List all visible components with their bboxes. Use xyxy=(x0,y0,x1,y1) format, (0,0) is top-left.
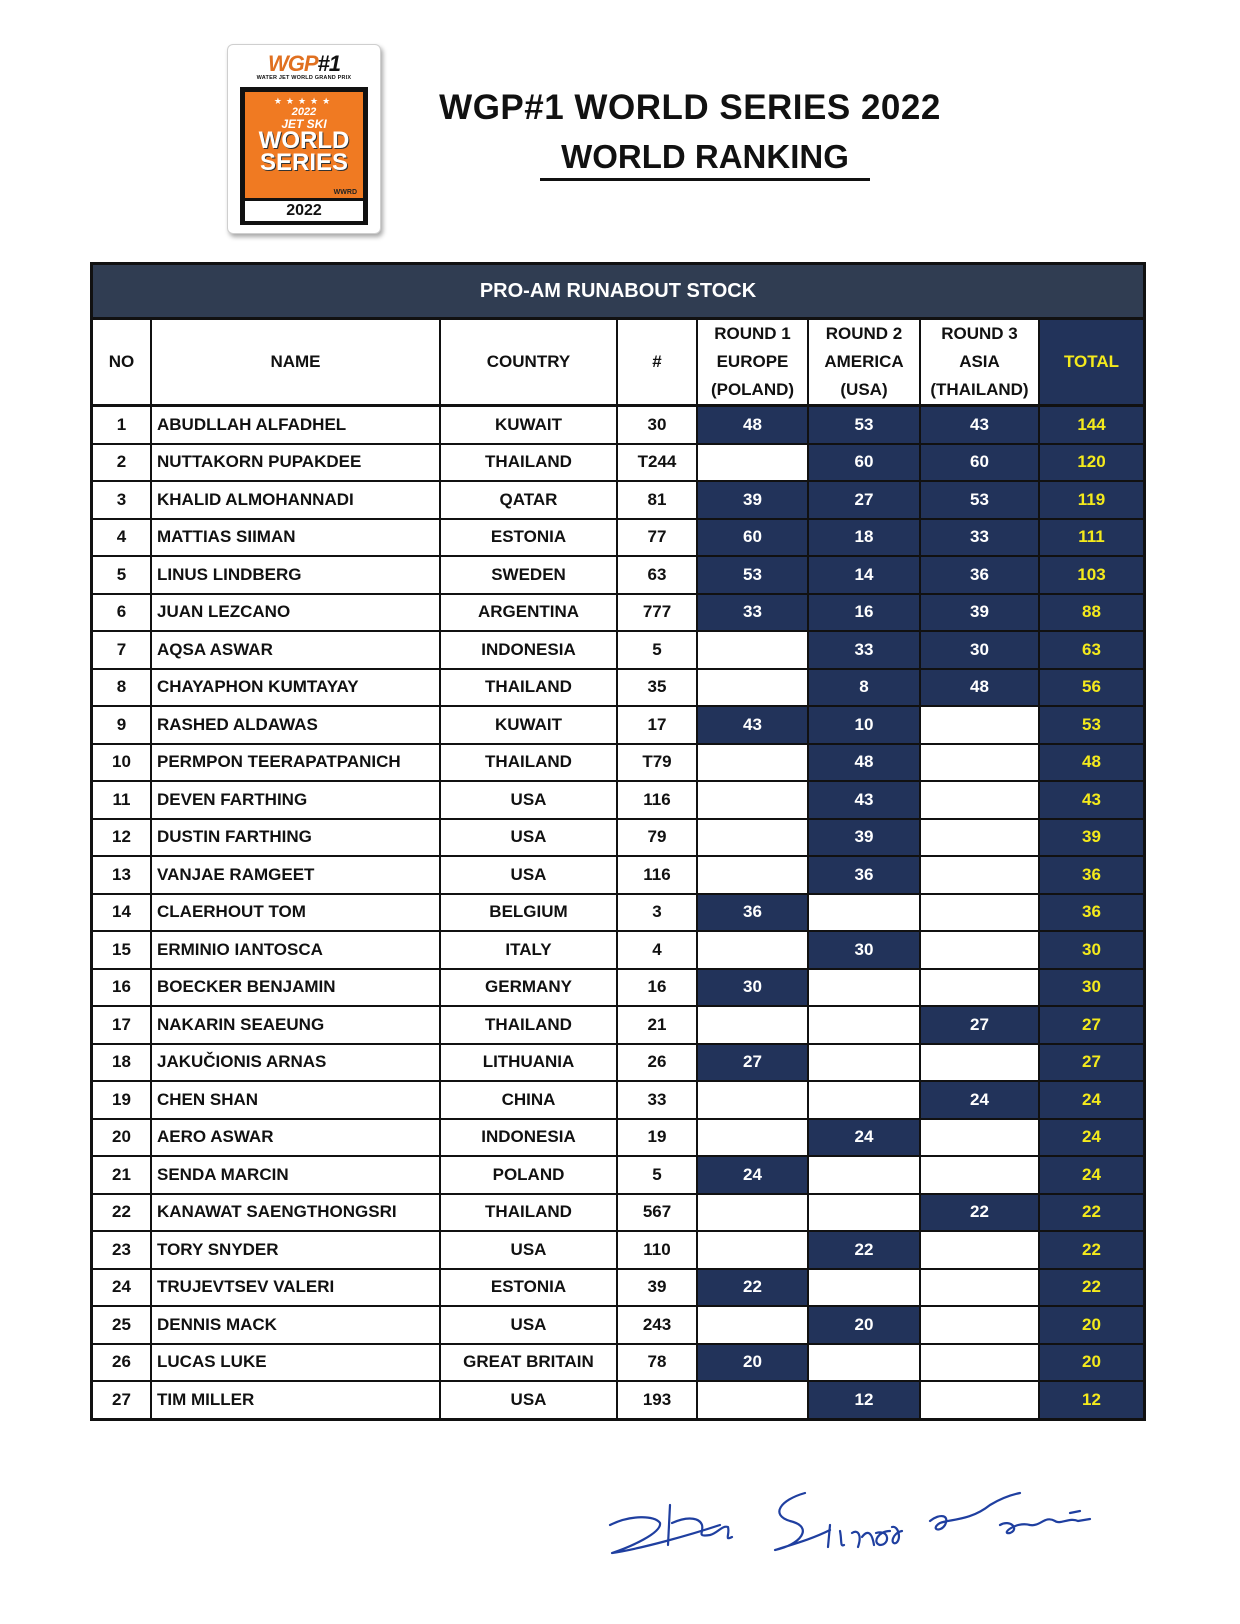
cell-number: 243 xyxy=(617,1306,697,1344)
cell-total: 53 xyxy=(1039,706,1143,744)
cell-round-2: 14 xyxy=(808,556,920,594)
cell-total: 22 xyxy=(1039,1269,1143,1307)
logo-subtitle: WATER JET WORLD GRAND PRIX xyxy=(256,75,352,81)
table-row xyxy=(93,1081,1143,1119)
logo-jetski: JET SKI xyxy=(281,117,327,131)
header-round-3-title: ROUND 3 xyxy=(941,324,1018,343)
header-round-2-title: ROUND 2 xyxy=(825,324,903,343)
cell-rank: 16 xyxy=(93,969,151,1007)
cell-rank: 18 xyxy=(93,1044,151,1082)
cell-country: ITALY xyxy=(440,931,617,969)
cell-country: GERMANY xyxy=(440,969,617,1007)
cell-round-3 xyxy=(920,1344,1039,1382)
table-row xyxy=(93,1269,1143,1307)
cell-round-2: 60 xyxy=(808,444,920,482)
header-round-1-title: ROUND 1 xyxy=(714,324,791,343)
cell-round-2 xyxy=(808,1156,920,1194)
table-row xyxy=(93,819,1143,857)
table-row xyxy=(93,406,1143,444)
cell-round-1 xyxy=(697,1081,808,1119)
header-name: NAME xyxy=(151,320,440,406)
table-row xyxy=(93,1381,1143,1418)
table-row xyxy=(93,594,1143,632)
cell-name: MATTIAS SIIMAN xyxy=(151,519,440,557)
header-number: # xyxy=(617,320,697,406)
cell-total: 27 xyxy=(1039,1044,1143,1082)
cell-country: USA xyxy=(440,1231,617,1269)
header-round-3 xyxy=(920,320,1039,406)
table-row xyxy=(93,519,1143,557)
cell-name: NAKARIN SEAEUNG xyxy=(151,1006,440,1044)
cell-round-3 xyxy=(920,781,1039,819)
cell-country: KUWAIT xyxy=(440,706,617,744)
header-round-2 xyxy=(808,320,920,406)
cell-total: 39 xyxy=(1039,819,1143,857)
cell-country: GREAT BRITAIN xyxy=(440,1344,617,1382)
cell-round-3 xyxy=(920,969,1039,1007)
cell-country: THAILAND xyxy=(440,1194,617,1232)
cell-round-3 xyxy=(920,744,1039,782)
table-row xyxy=(93,706,1143,744)
event-logo xyxy=(227,44,381,234)
cell-round-2 xyxy=(808,1044,920,1082)
cell-country: USA xyxy=(440,819,617,857)
cell-country: THAILAND xyxy=(440,444,617,482)
cell-total: 56 xyxy=(1039,669,1143,707)
cell-number: 193 xyxy=(617,1381,697,1418)
cell-total: 48 xyxy=(1039,744,1143,782)
cell-round-2: 27 xyxy=(808,481,920,519)
cell-name: DUSTIN FARTHING xyxy=(151,819,440,857)
cell-name: KHALID ALMOHANNADI xyxy=(151,481,440,519)
table-row xyxy=(93,1156,1143,1194)
cell-number: 777 xyxy=(617,594,697,632)
cell-round-3: 27 xyxy=(920,1006,1039,1044)
cell-round-1 xyxy=(697,1119,808,1157)
cell-number: 17 xyxy=(617,706,697,744)
cell-number: 39 xyxy=(617,1269,697,1307)
cell-round-1 xyxy=(697,444,808,482)
header-round-2-country: (USA) xyxy=(840,380,888,399)
cell-round-1: 39 xyxy=(697,481,808,519)
cell-name: TIM MILLER xyxy=(151,1381,440,1418)
cell-round-2: 18 xyxy=(808,519,920,557)
cell-rank: 3 xyxy=(93,481,151,519)
cell-round-2: 48 xyxy=(808,744,920,782)
cell-number: 5 xyxy=(617,1156,697,1194)
cell-round-3 xyxy=(920,819,1039,857)
cell-name: VANJAE RAMGEET xyxy=(151,856,440,894)
cell-round-2: 33 xyxy=(808,631,920,669)
logo-stars: ★★★★★ xyxy=(273,96,335,106)
cell-total: 111 xyxy=(1039,519,1143,557)
table-row xyxy=(93,1194,1143,1232)
cell-number: 116 xyxy=(617,856,697,894)
cell-round-2: 36 xyxy=(808,856,920,894)
table-row xyxy=(93,781,1143,819)
cell-name: KANAWAT SAENGTHONGSRI xyxy=(151,1194,440,1232)
cell-total: 22 xyxy=(1039,1231,1143,1269)
header-round-1-region: EUROPE xyxy=(716,352,789,371)
table-body xyxy=(93,406,1143,1418)
cell-rank: 17 xyxy=(93,1006,151,1044)
cell-name: RASHED ALDAWAS xyxy=(151,706,440,744)
cell-country: ESTONIA xyxy=(440,1269,617,1307)
cell-round-2 xyxy=(808,1194,920,1232)
cell-round-2 xyxy=(808,1344,920,1382)
cell-round-2: 10 xyxy=(808,706,920,744)
logo-year: 2022 xyxy=(245,201,363,221)
cell-total: 119 xyxy=(1039,481,1143,519)
cell-rank: 7 xyxy=(93,631,151,669)
cell-round-3: 48 xyxy=(920,669,1039,707)
cell-rank: 20 xyxy=(93,1119,151,1157)
logo-header xyxy=(228,51,380,81)
header-country: COUNTRY xyxy=(440,320,617,406)
cell-name: BOECKER BENJAMIN xyxy=(151,969,440,1007)
cell-round-2: 39 xyxy=(808,819,920,857)
logo-brand: WGP xyxy=(267,51,318,76)
cell-rank: 13 xyxy=(93,856,151,894)
cell-rank: 27 xyxy=(93,1381,151,1418)
cell-round-3: 39 xyxy=(920,594,1039,632)
cell-country: ARGENTINA xyxy=(440,594,617,632)
cell-total: 30 xyxy=(1039,969,1143,1007)
cell-total: 20 xyxy=(1039,1344,1143,1382)
cell-round-3 xyxy=(920,894,1039,932)
cell-total: 88 xyxy=(1039,594,1143,632)
cell-total: 120 xyxy=(1039,444,1143,482)
cell-total: 103 xyxy=(1039,556,1143,594)
cell-round-1: 22 xyxy=(697,1269,808,1307)
cell-name: PERMPON TEERAPATPANICH xyxy=(151,744,440,782)
cell-round-2: 12 xyxy=(808,1381,920,1418)
cell-round-1 xyxy=(697,1231,808,1269)
cell-round-3 xyxy=(920,931,1039,969)
cell-round-1: 60 xyxy=(697,519,808,557)
logo-orange-panel xyxy=(245,92,363,198)
cell-number: 16 xyxy=(617,969,697,1007)
cell-number: 77 xyxy=(617,519,697,557)
cell-name: AQSA ASWAR xyxy=(151,631,440,669)
cell-number: 4 xyxy=(617,931,697,969)
table-row xyxy=(93,444,1143,482)
cell-country: THAILAND xyxy=(440,669,617,707)
cell-rank: 1 xyxy=(93,406,151,444)
cell-round-1 xyxy=(697,1306,808,1344)
table-row xyxy=(93,969,1143,1007)
cell-rank: 26 xyxy=(93,1344,151,1382)
cell-round-3: 53 xyxy=(920,481,1039,519)
logo-year-small: 2022 xyxy=(291,106,317,118)
cell-round-1 xyxy=(697,781,808,819)
cell-round-2 xyxy=(808,894,920,932)
cell-number: 110 xyxy=(617,1231,697,1269)
cell-round-1: 48 xyxy=(697,406,808,444)
cell-round-2 xyxy=(808,1006,920,1044)
logo-brand-suffix: #1 xyxy=(317,51,341,76)
cell-round-2 xyxy=(808,969,920,1007)
ranking-grid xyxy=(93,320,1143,1418)
table-caption: PRO-AM RUNABOUT STOCK xyxy=(93,265,1143,320)
cell-country: THAILAND xyxy=(440,744,617,782)
header-round-2-region: AMERICA xyxy=(824,352,904,371)
cell-name: DENNIS MACK xyxy=(151,1306,440,1344)
cell-rank: 22 xyxy=(93,1194,151,1232)
header-round-3-region: ASIA xyxy=(959,352,1000,371)
signature-1 xyxy=(610,1505,732,1553)
table-row xyxy=(93,1306,1143,1344)
table-row xyxy=(93,1231,1143,1269)
cell-rank: 6 xyxy=(93,594,151,632)
cell-country: LITHUANIA xyxy=(440,1044,617,1082)
cell-round-1 xyxy=(697,856,808,894)
cell-round-3 xyxy=(920,1269,1039,1307)
cell-number: 26 xyxy=(617,1044,697,1082)
cell-round-3 xyxy=(920,1044,1039,1082)
cell-name: LUCAS LUKE xyxy=(151,1344,440,1382)
cell-round-1 xyxy=(697,931,808,969)
cell-total: 63 xyxy=(1039,631,1143,669)
cell-country: INDONESIA xyxy=(440,631,617,669)
cell-round-3 xyxy=(920,1156,1039,1194)
cell-country: USA xyxy=(440,1306,617,1344)
cell-round-3: 43 xyxy=(920,406,1039,444)
cell-round-2: 30 xyxy=(808,931,920,969)
table-row xyxy=(93,631,1143,669)
header-total: TOTAL xyxy=(1039,320,1143,406)
cell-rank: 19 xyxy=(93,1081,151,1119)
table-row xyxy=(93,894,1143,932)
cell-name: ABUDLLAH ALFADHEL xyxy=(151,406,440,444)
cell-number: T79 xyxy=(617,744,697,782)
cell-total: 24 xyxy=(1039,1081,1143,1119)
cell-rank: 24 xyxy=(93,1269,151,1307)
cell-country: BELGIUM xyxy=(440,894,617,932)
cell-name: TORY SNYDER xyxy=(151,1231,440,1269)
cell-total: 24 xyxy=(1039,1156,1143,1194)
page-title: WGP#1 WORLD SERIES 2022 xyxy=(439,88,941,127)
cell-round-3 xyxy=(920,1381,1039,1418)
cell-country: USA xyxy=(440,856,617,894)
cell-round-1 xyxy=(697,819,808,857)
cell-number: 33 xyxy=(617,1081,697,1119)
cell-round-2: 16 xyxy=(808,594,920,632)
cell-total: 27 xyxy=(1039,1006,1143,1044)
cell-total: 12 xyxy=(1039,1381,1143,1418)
cell-country: USA xyxy=(440,1381,617,1418)
cell-total: 36 xyxy=(1039,894,1143,932)
cell-rank: 23 xyxy=(93,1231,151,1269)
cell-round-2: 22 xyxy=(808,1231,920,1269)
cell-round-3 xyxy=(920,1119,1039,1157)
cell-name: CLAERHOUT TOM xyxy=(151,894,440,932)
cell-round-2: 8 xyxy=(808,669,920,707)
cell-country: SWEDEN xyxy=(440,556,617,594)
cell-round-3: 24 xyxy=(920,1081,1039,1119)
cell-name: LINUS LINDBERG xyxy=(151,556,440,594)
logo-wwrd: WWRD xyxy=(333,189,357,196)
table-row xyxy=(93,1006,1143,1044)
logo-series: SERIES xyxy=(259,149,349,176)
cell-total: 30 xyxy=(1039,931,1143,969)
page-subtitle: WORLD RANKING xyxy=(540,138,870,181)
cell-name: CHAYAPHON KUMTAYAY xyxy=(151,669,440,707)
cell-number: 79 xyxy=(617,819,697,857)
cell-round-2 xyxy=(808,1269,920,1307)
cell-total: 144 xyxy=(1039,406,1143,444)
cell-round-2: 43 xyxy=(808,781,920,819)
cell-round-3: 22 xyxy=(920,1194,1039,1232)
cell-round-3: 30 xyxy=(920,631,1039,669)
table-row xyxy=(93,1119,1143,1157)
cell-rank: 2 xyxy=(93,444,151,482)
cell-name: SENDA MARCIN xyxy=(151,1156,440,1194)
cell-rank: 25 xyxy=(93,1306,151,1344)
signature-2 xyxy=(775,1493,902,1550)
header-round-1-country: (POLAND) xyxy=(710,380,795,399)
cell-round-3 xyxy=(920,1231,1039,1269)
cell-country: POLAND xyxy=(440,1156,617,1194)
cell-round-1 xyxy=(697,1194,808,1232)
cell-round-3: 36 xyxy=(920,556,1039,594)
cell-number: 116 xyxy=(617,781,697,819)
cell-round-1: 33 xyxy=(697,594,808,632)
cell-total: 20 xyxy=(1039,1306,1143,1344)
table-row xyxy=(93,556,1143,594)
cell-round-1: 20 xyxy=(697,1344,808,1382)
cell-number: 78 xyxy=(617,1344,697,1382)
cell-round-1 xyxy=(697,631,808,669)
cell-name: AERO ASWAR xyxy=(151,1119,440,1157)
cell-name: NUTTAKORN PUPAKDEE xyxy=(151,444,440,482)
cell-number: 30 xyxy=(617,406,697,444)
table-row xyxy=(93,856,1143,894)
cell-round-1: 53 xyxy=(697,556,808,594)
cell-name: DEVEN FARTHING xyxy=(151,781,440,819)
cell-number: 81 xyxy=(617,481,697,519)
header-round-1 xyxy=(697,320,808,406)
cell-rank: 15 xyxy=(93,931,151,969)
cell-total: 24 xyxy=(1039,1119,1143,1157)
cell-round-1 xyxy=(697,744,808,782)
handwritten-signatures xyxy=(600,1485,1140,1595)
cell-rank: 9 xyxy=(93,706,151,744)
logo-badge xyxy=(240,87,368,225)
cell-round-3 xyxy=(920,706,1039,744)
table-row xyxy=(93,1044,1143,1082)
cell-country: INDONESIA xyxy=(440,1119,617,1157)
table-row xyxy=(93,481,1143,519)
logo-world: WORLD xyxy=(258,127,350,154)
cell-round-1: 43 xyxy=(697,706,808,744)
header-round-3-country: (THAILAND) xyxy=(930,380,1029,399)
cell-name: ERMINIO IANTOSCA xyxy=(151,931,440,969)
cell-rank: 8 xyxy=(93,669,151,707)
cell-rank: 11 xyxy=(93,781,151,819)
cell-country: THAILAND xyxy=(440,1006,617,1044)
table-row xyxy=(93,1344,1143,1382)
ranking-table xyxy=(90,262,1146,1421)
cell-round-2 xyxy=(808,1081,920,1119)
cell-country: USA xyxy=(440,781,617,819)
cell-number: 3 xyxy=(617,894,697,932)
cell-country: ESTONIA xyxy=(440,519,617,557)
cell-number: 19 xyxy=(617,1119,697,1157)
cell-round-1 xyxy=(697,1006,808,1044)
cell-number: 21 xyxy=(617,1006,697,1044)
cell-rank: 10 xyxy=(93,744,151,782)
cell-round-3 xyxy=(920,1306,1039,1344)
cell-name: TRUJEVTSEV VALERI xyxy=(151,1269,440,1307)
table-header-row xyxy=(93,320,1143,406)
cell-number: 567 xyxy=(617,1194,697,1232)
table-row xyxy=(93,669,1143,707)
cell-number: 5 xyxy=(617,631,697,669)
cell-rank: 5 xyxy=(93,556,151,594)
cell-rank: 12 xyxy=(93,819,151,857)
cell-round-1: 36 xyxy=(697,894,808,932)
cell-round-1 xyxy=(697,1381,808,1418)
cell-country: CHINA xyxy=(440,1081,617,1119)
cell-rank: 4 xyxy=(93,519,151,557)
cell-rank: 21 xyxy=(93,1156,151,1194)
table-row xyxy=(93,744,1143,782)
cell-number: T244 xyxy=(617,444,697,482)
cell-round-2: 20 xyxy=(808,1306,920,1344)
cell-round-3: 33 xyxy=(920,519,1039,557)
cell-round-2: 24 xyxy=(808,1119,920,1157)
table-row xyxy=(93,931,1143,969)
cell-round-1 xyxy=(697,669,808,707)
cell-round-2: 53 xyxy=(808,406,920,444)
cell-country: KUWAIT xyxy=(440,406,617,444)
cell-round-1: 30 xyxy=(697,969,808,1007)
cell-round-1: 27 xyxy=(697,1044,808,1082)
header-no: NO xyxy=(93,320,151,406)
cell-round-3: 60 xyxy=(920,444,1039,482)
cell-round-3 xyxy=(920,856,1039,894)
cell-number: 63 xyxy=(617,556,697,594)
signature-4 xyxy=(1000,1511,1090,1533)
cell-number: 35 xyxy=(617,669,697,707)
cell-total: 43 xyxy=(1039,781,1143,819)
cell-name: CHEN SHAN xyxy=(151,1081,440,1119)
cell-country: QATAR xyxy=(440,481,617,519)
cell-name: JUAN LEZCANO xyxy=(151,594,440,632)
cell-name: JAKUČIONIS ARNAS xyxy=(151,1044,440,1082)
cell-total: 22 xyxy=(1039,1194,1143,1232)
cell-total: 36 xyxy=(1039,856,1143,894)
cell-round-1: 24 xyxy=(697,1156,808,1194)
cell-rank: 14 xyxy=(93,894,151,932)
